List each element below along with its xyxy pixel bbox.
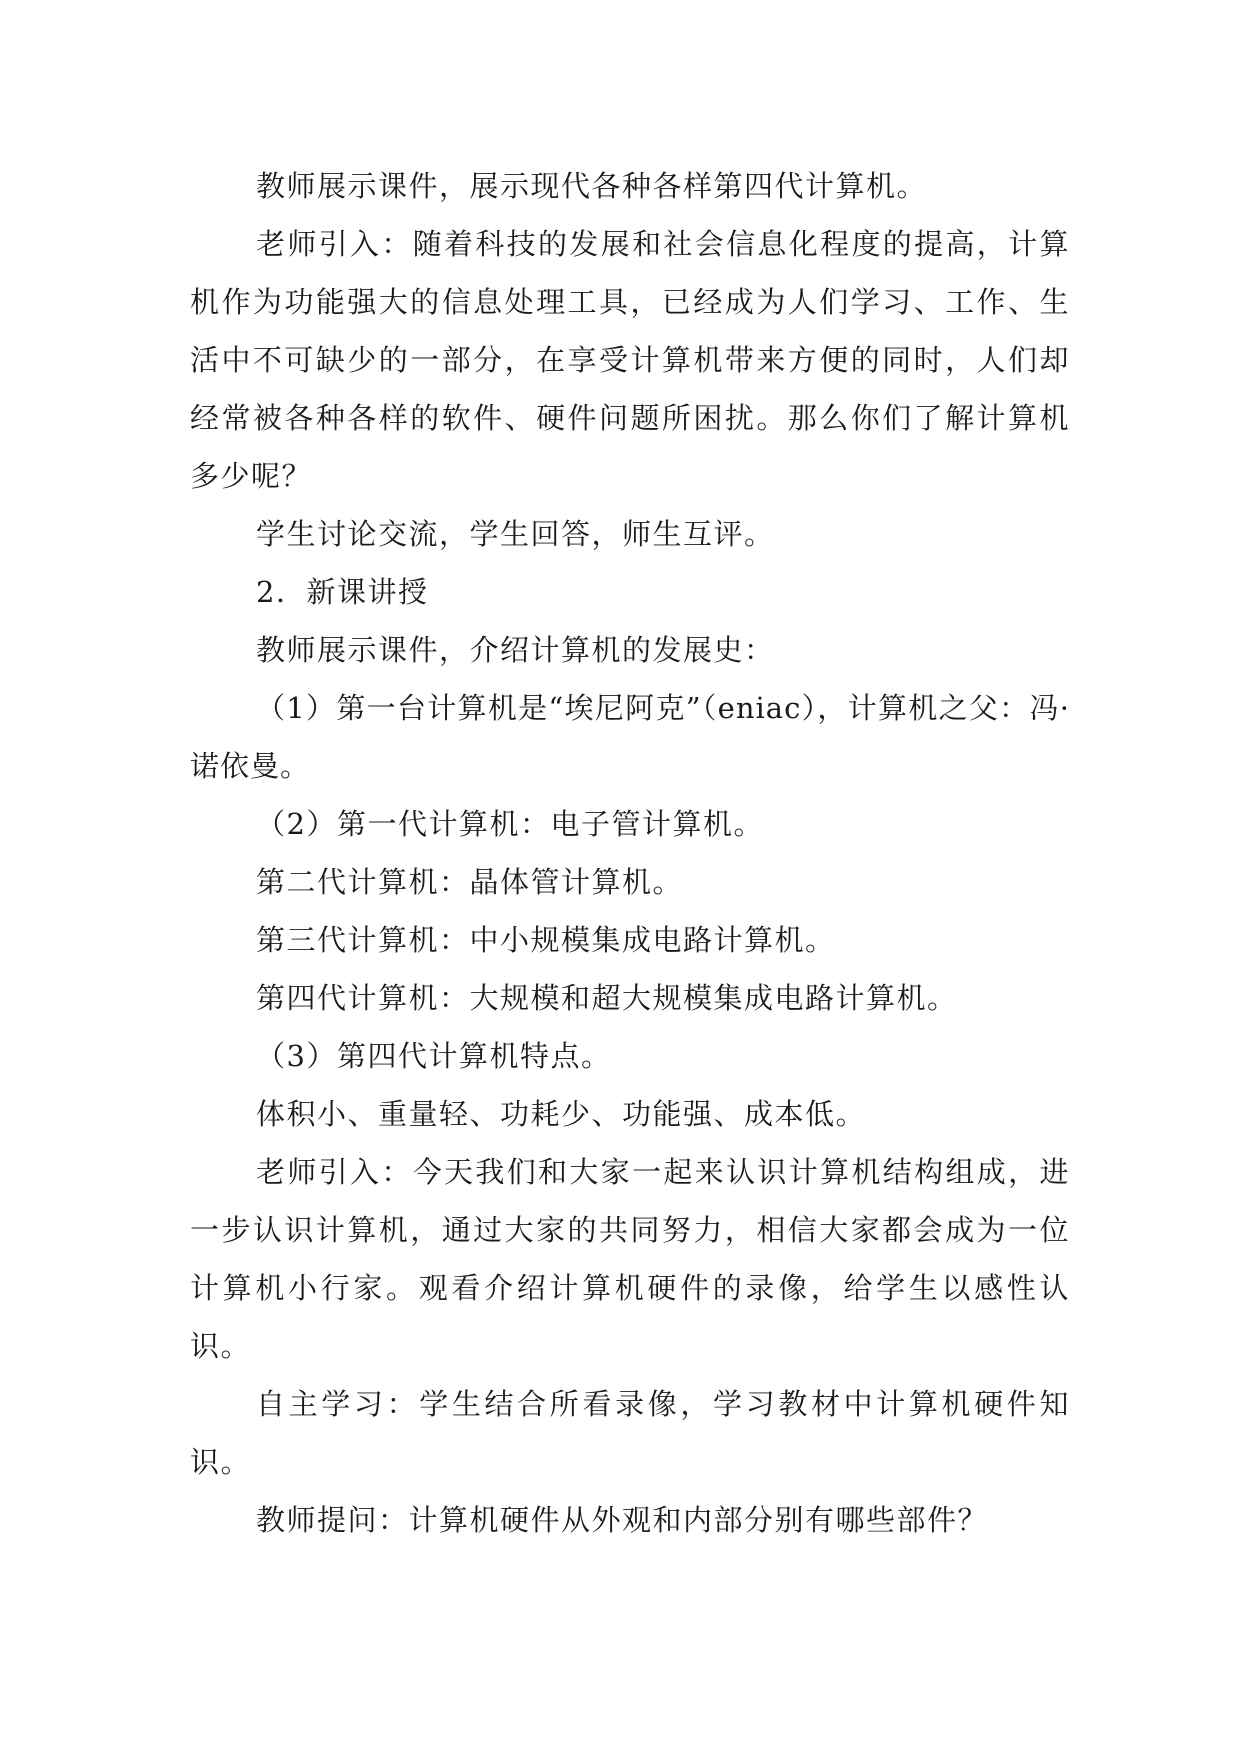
paragraph: 老师引入：随着科技的发展和社会信息化程度的提高，计算机作为功能强大的信息处理工具，已经成为人们学习、工作、生活中不可缺少的一部分，在享受计算机带来方便的同时，人们却经常被各种各样的软件、硬件问题所困扰。那么你们了解计算机多少呢？: [190, 227, 1070, 493]
paragraph: 自主学习：学生结合所看录像，学习教材中计算机硬件知识。: [190, 1387, 1070, 1479]
paragraph: 教师展示课件，展示现代各种各样第四代计算机。: [256, 169, 928, 203]
paragraph: 第四代计算机：大规模和超大规模集成电路计算机。: [256, 981, 958, 1015]
paragraph: 老师引入：今天我们和大家一起来认识计算机结构组成，进一步认识计算机，通过大家的共同努力，相信大家都会成为一位计算机小行家。观看介绍计算机硬件的录像，给学生以感性认识。: [190, 1155, 1070, 1363]
paragraph: 第二代计算机：晶体管计算机。: [256, 865, 684, 899]
paragraph: （1）第一台计算机是“埃尼阿克”（eniac），计算机之父：冯·诺依曼。: [190, 691, 1070, 783]
paragraph: 体积小、重量轻、功耗少、功能强、成本低。: [256, 1097, 867, 1131]
paragraph: （2）第一代计算机：电子管计算机。: [256, 807, 764, 841]
paragraph: 教师提问：计算机硬件从外观和内部分别有哪些部件？: [256, 1503, 989, 1537]
paragraph: 第三代计算机：中小规模集成电路计算机。: [256, 923, 836, 957]
paragraph: 教师展示课件，介绍计算机的发展史：: [256, 633, 775, 667]
paragraph: 学生讨论交流，学生回答，师生互评。: [256, 517, 775, 551]
paragraph: 2．新课讲授: [256, 575, 429, 609]
paragraph: （3）第四代计算机特点。: [256, 1039, 612, 1073]
document-body: [190, 157, 1070, 1549]
